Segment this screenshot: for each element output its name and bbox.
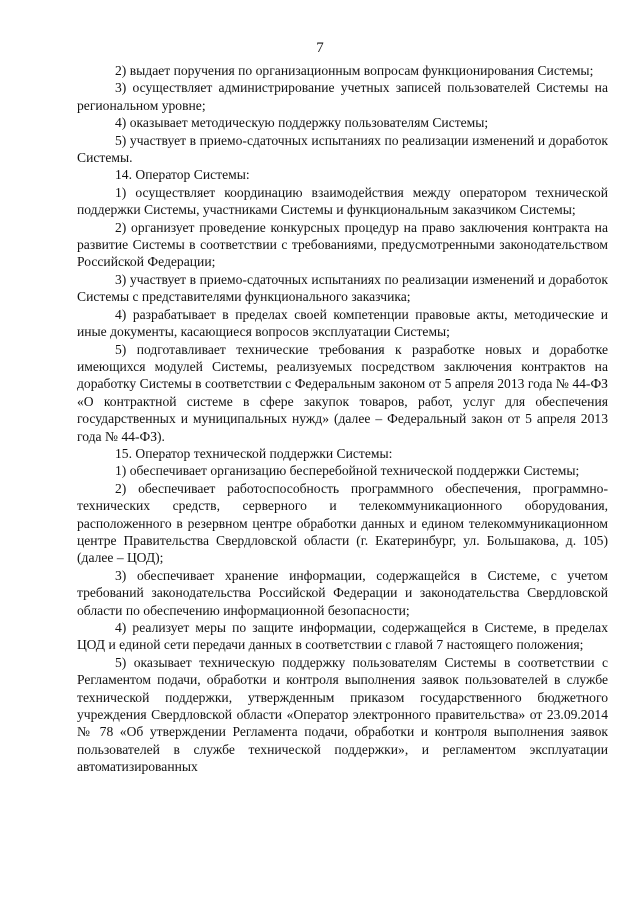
paragraph-14-3: 3) участвует в приемо-сдаточных испытаниях по реализации изменений и доработок Системы с представителями функционального заказчика;	[77, 271, 608, 305]
paragraph-13-3: 3) осуществляет администрирование учетных записей пользователей Системы на региональном уровне;	[77, 80, 608, 113]
paragraph-15-1: 1) обеспечивает организацию бесперебойной технической поддержки Системы;	[115, 463, 580, 479]
paragraph-14-4: 4) разрабатывает в пределах своей компетенции правовые акты, методические и иные документы, касающиеся вопросов эксплуатации Системы;	[77, 306, 608, 340]
document-body	[77, 62, 608, 776]
page-number: 7	[316, 40, 324, 56]
section-heading-14: 14. Оператор Системы:	[115, 167, 250, 183]
paragraph-15-5: 5) оказывает техническую поддержку пользователям Системы в соответствии с Регламентом подачи, обработки и контроля выполнения заявок пользователей в службе технической поддержки, утвержденным приказом государственного бюджетного учреждения Свердловской области «Оператор электронного правительства» от 23.09.2014 № 78 «Об утверждении Регламента подачи, обработки и контроля выполнения заявок пользователей в службе технической поддержки», и регламентом эксплуатации автоматизированных	[77, 654, 608, 775]
section-heading-15: 15. Оператор технической поддержки Системы:	[115, 445, 393, 461]
paragraph-13-5: 5) участвует в приемо-сдаточных испытаниях по реализации изменений и доработок Системы.	[77, 132, 608, 166]
paragraph-13-4: 4) оказывает методическую поддержку пользователям Системы;	[115, 115, 489, 131]
paragraph-15-3: 3) обеспечивает хранение информации, содержащейся в Системе, с учетом требований законодательства Российской Федерации и законодательства Свердловской области по обеспечению информационной безопасности;	[77, 567, 608, 618]
paragraph-15-2: 2) обеспечивает работоспособность программного обеспечения, программно-технических средств, серверного и телекоммуникационного оборудования, расположенного в резервном центре обработки данных и едином телекоммуникационном центре Правительства Свердловской области (г. Екатеринбург, ул. Большакова, д. 105) (далее – ЦОД);	[77, 480, 608, 566]
paragraph-14-2: 2) организует проведение конкурсных процедур на право заключения контракта на развитие Системы в соответствии с требованиями, предусмотренными законодательством Российской Федерации;	[77, 219, 608, 270]
paragraph-13-2: 2) выдает поручения по организационным вопросам функционирования Системы;	[115, 63, 594, 78]
paragraph-14-1: 1) осуществляет координацию взаимодействия между оператором технической поддержки Системы, участниками Системы и функциональным заказчиком Системы;	[77, 184, 608, 218]
paragraph-14-5: 5) подготавливает технические требования к разработке новых и доработке имеющихся модулей Системы, реализуемых посредством заключения контрактов на доработку Системы в соответствии с Федеральным законом от 5 апреля 2013 года № 44-ФЗ «О контрактной системе в сфере закупок товаров, работ, услуг для обеспечения государственных и муниципальных нужд» (далее – Федеральный закон от 5 апреля 2013 года № 44-ФЗ).	[77, 341, 608, 444]
paragraph-15-4: 4) реализует меры по защите информации, содержащейся в Системе, в пределах ЦОД и единой сети передачи данных в соответствии с главой 7 настоящего положения;	[77, 620, 608, 653]
